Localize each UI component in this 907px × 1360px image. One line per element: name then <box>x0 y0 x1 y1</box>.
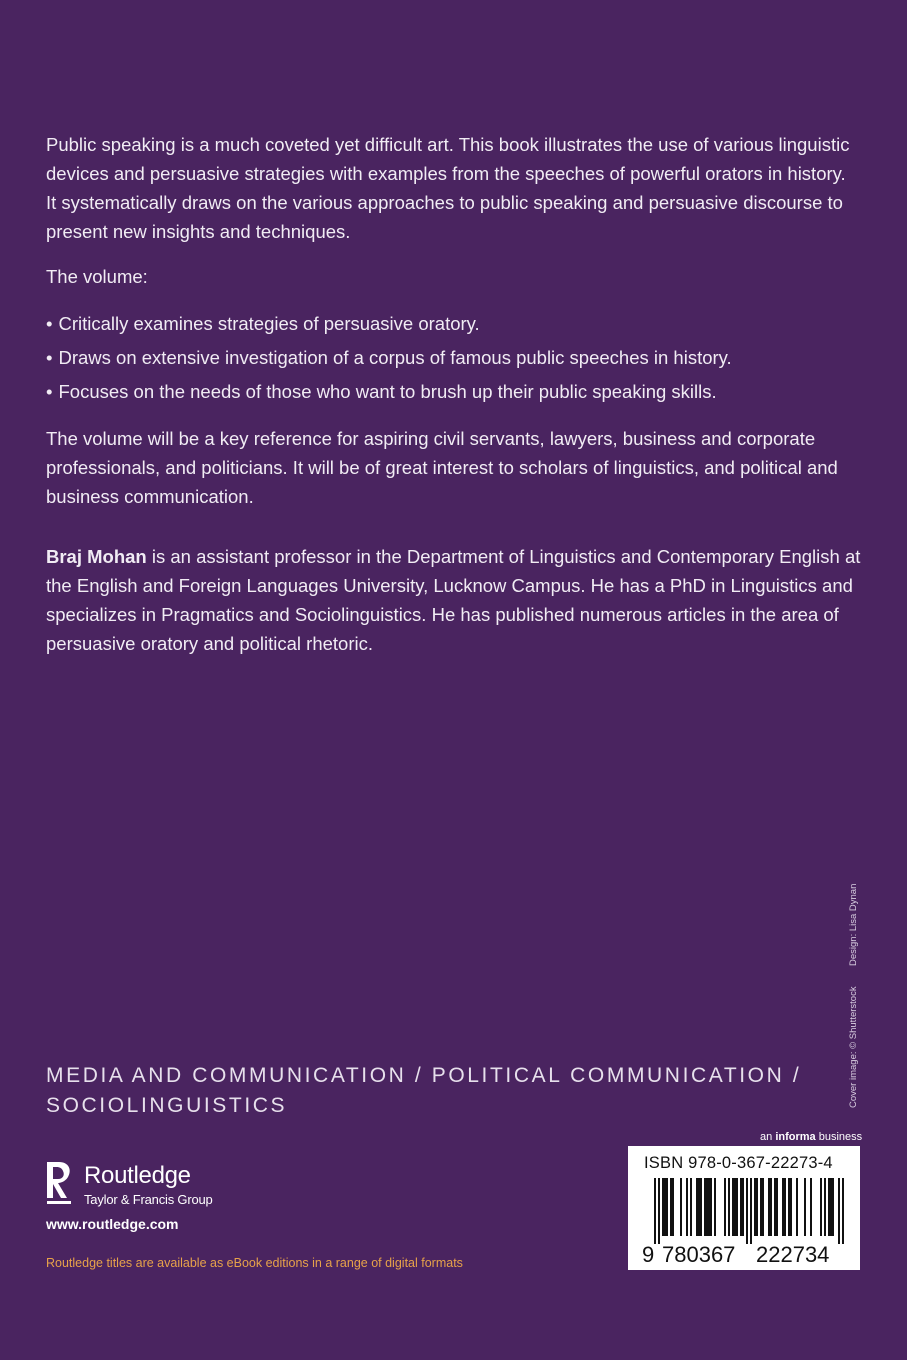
barcode-bar <box>756 1178 758 1236</box>
barcode-bar <box>770 1178 772 1236</box>
barcode-bar <box>784 1178 786 1236</box>
barcode-bar <box>680 1178 682 1236</box>
barcode-bar <box>804 1178 806 1236</box>
barcode-bar <box>706 1178 708 1236</box>
isbn-label: ISBN 978-0-367-22273-4 <box>644 1154 833 1172</box>
credits-vertical <box>836 883 859 1110</box>
barcode-bar <box>670 1178 672 1236</box>
author-bio-text: is an assistant professor in the Department of Linguistics and Contemporary English at the English and Foreign Languages University, Lucknow Campus. He has a PhD in Linguistics and specializes in Pragmatics and Sociolinguistics. He has published numerous articles in the area of persuasive oratory and political rhetoric. <box>46 546 861 654</box>
barcode-bar <box>796 1178 798 1236</box>
barcode-bar <box>724 1178 726 1236</box>
barcode-bar <box>832 1178 834 1236</box>
volume-lead: The volume: <box>46 266 148 287</box>
barcode-bar <box>672 1178 674 1236</box>
publisher-name: Routledge <box>84 1162 191 1189</box>
barcode-bar <box>788 1178 790 1236</box>
informa-suffix: business <box>818 1131 863 1143</box>
barcode-bar <box>700 1178 702 1236</box>
barcode-bar <box>776 1178 778 1236</box>
barcode-bar <box>774 1178 776 1236</box>
subject-categories: MEDIA AND COMMUNICATION / POLITICAL COMMUNICATION / SOCIOLINGUISTICS <box>46 1064 802 1117</box>
barcode-bar <box>740 1178 742 1236</box>
description-intro: Public speaking is a much coveted yet difficult art. This book illustrates the use of various linguistic devices and persuasive strategies with examples from the speeches of powerful orators in history. It systematically draws on the various approaches to public speaking and persuasive discourse to present new insights and techniques. <box>46 134 850 242</box>
cover-image-credit: Cover image: © Shutterstock <box>848 986 859 1108</box>
barcode-digits-right: 222734 <box>756 1242 830 1267</box>
informa-brand: informa <box>775 1131 816 1143</box>
barcode-bar <box>790 1178 792 1236</box>
list-item <box>46 377 861 406</box>
barcode-digits-left: 780367 <box>662 1242 736 1267</box>
barcode-bar <box>662 1178 664 1236</box>
barcode-bar <box>690 1178 692 1236</box>
barcode-bar <box>810 1178 812 1236</box>
barcode-bars <box>644 1178 844 1266</box>
author-bio <box>46 542 861 658</box>
barcode-bar <box>824 1178 826 1236</box>
bullet-marker: • <box>46 381 53 402</box>
barcode-bar <box>664 1178 666 1236</box>
bullet-marker: • <box>46 313 53 334</box>
informa-prefix: an <box>760 1131 773 1143</box>
list-item <box>46 309 861 338</box>
barcode-bar <box>768 1178 770 1236</box>
barcode-bar <box>666 1178 668 1236</box>
barcode-digit-lead: 9 <box>642 1242 655 1267</box>
barcode-bar <box>698 1178 700 1236</box>
barcode-bar <box>754 1178 756 1236</box>
barcode-bar <box>820 1178 822 1236</box>
barcode-bar <box>734 1178 736 1236</box>
list-item-text: Focuses on the needs of those who want to brush up their public speaking skills. <box>58 381 717 402</box>
bullet-marker: • <box>46 347 53 368</box>
barcode-bar <box>686 1178 688 1236</box>
barcode-bar <box>782 1178 784 1236</box>
feature-list <box>46 309 861 411</box>
barcode-bar <box>736 1178 738 1236</box>
barcode-bar <box>746 1178 748 1244</box>
routledge-logo <box>44 1160 264 1212</box>
barcode-bar <box>760 1178 762 1236</box>
barcode-bar <box>658 1178 660 1244</box>
barcode-bar <box>710 1178 712 1236</box>
barcode-bar <box>762 1178 764 1236</box>
barcode-bar <box>750 1178 752 1244</box>
barcode-bar <box>704 1178 706 1236</box>
barcode-bar <box>830 1178 832 1236</box>
barcode-bar <box>654 1178 656 1244</box>
design-credit: Design: Lisa Dynan <box>848 883 859 966</box>
barcode-bar <box>708 1178 710 1236</box>
isbn-barcode <box>628 1146 860 1270</box>
routledge-r-icon <box>44 1160 74 1210</box>
audience-paragraph: The volume will be a key reference for aspiring civil servants, lawyers, business and corporate professionals, and politicians. It will be of great interest to scholars of linguistics, and political and business communication. <box>46 428 838 507</box>
ebook-availability-note: Routledge titles are available as eBook editions in a range of digital formats <box>46 1256 463 1270</box>
list-item-text: Critically examines strategies of persuasive oratory. <box>58 313 480 334</box>
publisher-website: www.routledge.com <box>46 1216 179 1232</box>
barcode-bar <box>728 1178 730 1236</box>
barcode-bar <box>732 1178 734 1236</box>
barcode-bar <box>742 1178 744 1236</box>
barcode-bar <box>696 1178 698 1236</box>
barcode-bar <box>838 1178 840 1244</box>
list-item-text: Draws on extensive investigation of a corpus of famous public speeches in history. <box>58 347 732 368</box>
publisher-group: Taylor & Francis Group <box>84 1192 213 1207</box>
author-name: Braj Mohan <box>46 546 147 567</box>
list-item <box>46 343 861 372</box>
barcode-bar <box>714 1178 716 1236</box>
informa-tagline <box>760 1131 862 1143</box>
barcode-bar <box>842 1178 844 1244</box>
barcode-bar <box>828 1178 830 1236</box>
